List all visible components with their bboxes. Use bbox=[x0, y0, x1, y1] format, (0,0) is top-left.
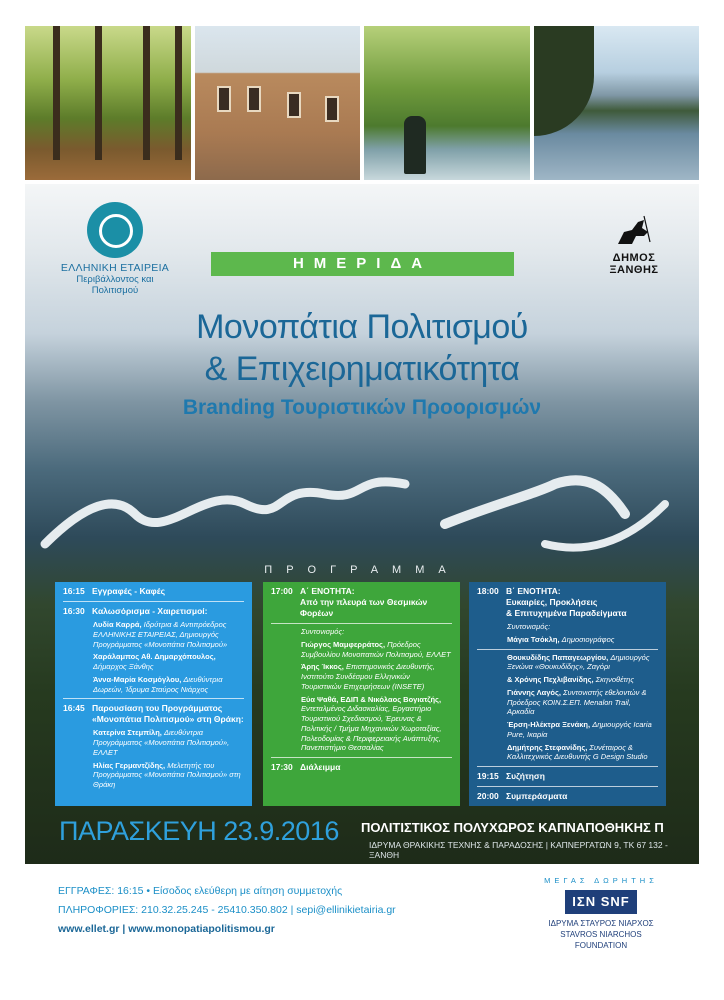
sponsor-name-english-2: FOUNDATION bbox=[574, 941, 628, 950]
speaker-name: Γιώργος Μαμφερράτος, bbox=[301, 639, 386, 649]
creek-hiker-photo bbox=[364, 26, 530, 180]
row-time: 17:00 bbox=[271, 586, 293, 596]
speaker-name: Άρης Ίκκος, bbox=[301, 662, 344, 672]
speaker-entry bbox=[469, 717, 666, 740]
speaker-role: Συντονιστής εθελοντών & Πρόεδρος ΚΟΙΝ.Σ.ΕΠ. Menalon Trail, Αρκαδία bbox=[507, 687, 647, 717]
event-venue: ΠΟΛΙΤΙΣΤΙΚΟΣ ΠΟΛΥΧΩΡΟΣ ΚΑΠΝΑΠΟΘΗΚΗΣ Π bbox=[361, 820, 664, 835]
info-phones: 210.32.25.245 - 25410.350.802 bbox=[141, 904, 288, 916]
row-time: 20:00 bbox=[477, 791, 499, 802]
coordinator-label: Συντονισμός: bbox=[507, 622, 551, 632]
speaker-role: Δημιουργός Ξενώνα «Θουκυδίδης», Ζαγόρι bbox=[507, 652, 650, 672]
river-landscape-photo bbox=[534, 26, 700, 180]
org-name: ΕΛΛΗΝΙΚΗ ΕΤΑΙΡΕΙΑ bbox=[60, 262, 170, 274]
sponsor-heading: ΜΕΓΑΣ ΔΩΡΗΤΗΣ bbox=[544, 876, 658, 885]
registration-line bbox=[58, 882, 396, 901]
speaker-entry bbox=[469, 740, 666, 763]
website-link-ellet[interactable]: www.ellet.gr bbox=[58, 923, 120, 935]
speaker-name: Έρση-Ηλέκτρα Ξενάκη, bbox=[507, 720, 591, 730]
program-column-b bbox=[263, 582, 460, 806]
row-time: 16:45 bbox=[63, 703, 85, 714]
speaker-entry bbox=[469, 685, 666, 717]
section-subtitle: Ευκαιρίες, Προκλήσεις bbox=[506, 597, 598, 608]
info-email-link[interactable]: sepi@ellinikietairia.gr bbox=[296, 904, 396, 916]
speaker-role: Σκηνοθέτης bbox=[595, 675, 634, 685]
speaker-name: Θουκυδίδης Παπαγεωργίου, bbox=[507, 652, 609, 662]
speaker-role: Διευθύντρια Προγράμματος «Μονοπάτια Πολιτισμού», ΕΛΛΕΤ bbox=[93, 728, 230, 757]
speaker-name: Άννα-Μαρία Κοσμόγλου, bbox=[93, 674, 182, 684]
speaker-name: Εύα Ψαθά, ΕΔΙΠ & Νικόλαος Βογιατζής, bbox=[301, 694, 442, 704]
info-label: ΠΛΗΡΟΦΟΡΙΕΣ: bbox=[58, 904, 139, 916]
row-label bbox=[300, 586, 452, 619]
municipality-logo bbox=[599, 214, 669, 276]
org-logo bbox=[55, 202, 175, 296]
sponsor-block bbox=[536, 876, 666, 951]
program-row bbox=[469, 787, 666, 802]
speaker-entry bbox=[469, 632, 666, 645]
row-time: 19:15 bbox=[477, 771, 499, 782]
row-label: Συζήτηση bbox=[506, 771, 545, 782]
speaker-role: Μελετητής του Προγράμματος «Μονοπάτια Πολιτισμού» στη Θράκη bbox=[93, 760, 241, 790]
speaker-entry bbox=[55, 649, 252, 672]
program-row bbox=[55, 582, 252, 597]
row-label: Παρουσίαση του Προγράμματος «Μονοπάτια Πολιτισμού» στη Θράκη: bbox=[92, 703, 244, 725]
section-subtitle-2: & Επιτυχημένα Παραδείγματα bbox=[506, 608, 627, 619]
speaker-role: Επιστημονικός Διευθυντής, Ινστιτούτο Συνδέσμου Ελληνικών Τουριστικών Επιχειρήσεων (INSETE) bbox=[301, 662, 435, 691]
speaker-role: Διευθύντρια Δωρεών, Ίδρυμα Σταύρος Νιάρχος bbox=[93, 674, 223, 694]
row-label: Εγγραφές - Καφές bbox=[92, 586, 166, 596]
program-label: ΠΡΟΓΡΑΜΜΑ bbox=[264, 564, 460, 576]
event-venue-address: ΙΔΡΥΜΑ ΘΡΑΚΙΚΗΣ ΤΕΧΝΗΣ & ΠΑΡΑΔΟΣΗΣ | ΚΑΠΝΕΡΓΑΤΩΝ 9, ΤΚ 67 132 - ΞΑΝΘΗ bbox=[369, 840, 668, 860]
row-time: 18:00 bbox=[477, 586, 499, 596]
speaker-entry bbox=[55, 758, 252, 790]
traditional-house-photo bbox=[195, 26, 361, 180]
municipality-name: ΔΗΜΟΣ ΞΑΝΘΗΣ bbox=[609, 252, 659, 276]
subtitle: Branding Τουριστικών Προορισμών bbox=[182, 396, 542, 419]
forest-photo bbox=[25, 26, 191, 180]
speaker-role: Εντεταλμένος Διδασκαλίας, Εργαστήριο Τουριστικού Σχεδιασμού, Έρευνας & Πολιτικής / Τμήμα Μηχανικών Χωροταξίας, Πολεοδομίας & Περιφερειακής Ανάπτυξης, Πανεπιστήμιο Θεσσαλίας bbox=[301, 704, 442, 753]
registration-text: 16:15 • Είσοδος ελεύθερη με αίτηση συμμετοχής bbox=[117, 885, 343, 897]
photo-strip bbox=[25, 26, 699, 180]
speaker-role: Ιδρύτρια & Αντιπρόεδρος ΕΛΛΗΝΙΚΗΣ ΕΤΑΙΡΕΙΑΣ, Δημιουργός Προγράμματος «Μονοπάτια Πολιτισμού» bbox=[93, 620, 228, 649]
speaker-role: Πρόεδρος Συμβουλίου Μονοπατιών Πολιτισμού, ΕΛΛΕΤ bbox=[301, 639, 451, 659]
row-time: 17:30 bbox=[271, 762, 293, 773]
section-title: Β΄ ΕΝΟΤΗΤΑ: bbox=[506, 586, 561, 596]
speaker-name: Ηλίας Γερμαντζίδης, bbox=[93, 760, 166, 770]
info-line: ΠΛΗΡΟΦΟΡΙΕΣ: 210.32.25.245 - 25410.350.802 | sepi@ellinikietairia.gr bbox=[58, 904, 396, 916]
speaker-name: Κατερίνα Στεμπίλη, bbox=[93, 728, 162, 738]
row-label: Διάλειμμα bbox=[300, 762, 341, 773]
horse-rider-icon bbox=[614, 214, 654, 248]
program-row bbox=[469, 767, 666, 782]
speaker-role: Συνέταιρος & Καλλιτεχνικός Διευθυντής G Design Studio bbox=[507, 742, 648, 762]
row-label: Καλωσόρισμα - Χαιρετισμοί: bbox=[92, 606, 208, 617]
program-row bbox=[55, 602, 252, 617]
speaker-name: Δημήτρης Στεφανίδης, bbox=[507, 742, 588, 752]
speaker-name: Λυδία Καρρά, bbox=[93, 620, 142, 630]
org-subtitle: Περιβάλλοντος και Πολιτισμού bbox=[76, 274, 154, 296]
org-emblem-icon bbox=[87, 202, 143, 258]
coordinator-label: Συντονισμός: bbox=[301, 627, 345, 637]
web-line: www.ellet.gr | www.monopatiapolitismou.gr bbox=[58, 923, 275, 935]
speaker-entry bbox=[469, 672, 666, 685]
row-time: 16:15 bbox=[63, 586, 85, 596]
speaker-role: Δημοσιογράφος bbox=[561, 634, 615, 644]
event-type-banner: ΗΜΕΡΙΔΑ bbox=[211, 252, 514, 276]
speaker-name: Μάγια Τσόκλη, bbox=[507, 634, 560, 644]
program-row bbox=[55, 699, 252, 725]
section-title: Α΄ ΕΝΟΤΗΤΑ: bbox=[300, 586, 355, 596]
program-row bbox=[469, 582, 666, 619]
event-date: ΠΑΡΑΣΚΕΥΗ 23.9.2016 bbox=[59, 816, 339, 846]
speaker-entry bbox=[55, 617, 252, 649]
speaker-entry bbox=[469, 650, 666, 673]
speaker-role: Δήμαρχος Ξάνθης bbox=[93, 662, 154, 672]
program-row bbox=[263, 582, 460, 619]
section-subtitle: Από την πλευρά των Θεσμικών Φορέων bbox=[300, 597, 428, 619]
speaker-entry bbox=[263, 637, 460, 660]
row-time: 16:30 bbox=[63, 606, 85, 617]
speaker-name: Χαράλαμπος Αθ. Δημαρχόπουλος, bbox=[93, 652, 216, 662]
speaker-entry bbox=[263, 659, 460, 691]
snf-logo: ΙΣΝ SNF bbox=[565, 890, 637, 914]
sponsor-name-english-1: STAVROS NIARCHOS bbox=[560, 930, 642, 939]
title-line-2: & Επιχειρηματικότητα bbox=[204, 350, 520, 388]
poster-body bbox=[25, 184, 699, 864]
speaker-name: Γιάννης Λαγός, bbox=[507, 687, 561, 697]
speaker-entry bbox=[55, 672, 252, 695]
program-column-c bbox=[469, 582, 666, 806]
speaker-name: & Χρόνης Πεχλιβανίδης, bbox=[507, 675, 594, 685]
row-label: Συμπεράσματα bbox=[506, 791, 568, 802]
title-line-1: Μονοπάτια Πολιτισμού bbox=[196, 308, 528, 346]
speaker-entry bbox=[55, 725, 252, 757]
registration-label: ΕΓΓΡΑΦΕΣ: bbox=[58, 885, 115, 897]
speaker-role: Δημιουργός Icaria Pure, Ικαρία bbox=[507, 720, 652, 739]
row-label bbox=[506, 586, 627, 619]
speaker-entry bbox=[263, 692, 460, 754]
program-row bbox=[263, 758, 460, 773]
footer-info bbox=[58, 882, 396, 939]
program-column-a bbox=[55, 582, 252, 806]
website-link-monopatia[interactable]: www.monopatiapolitismou.gr bbox=[128, 923, 275, 935]
sponsor-name-greek: ΙΔΡΥΜΑ ΣΤΑΥΡΟΣ ΝΙΑΡΧΟΣ bbox=[548, 919, 654, 928]
